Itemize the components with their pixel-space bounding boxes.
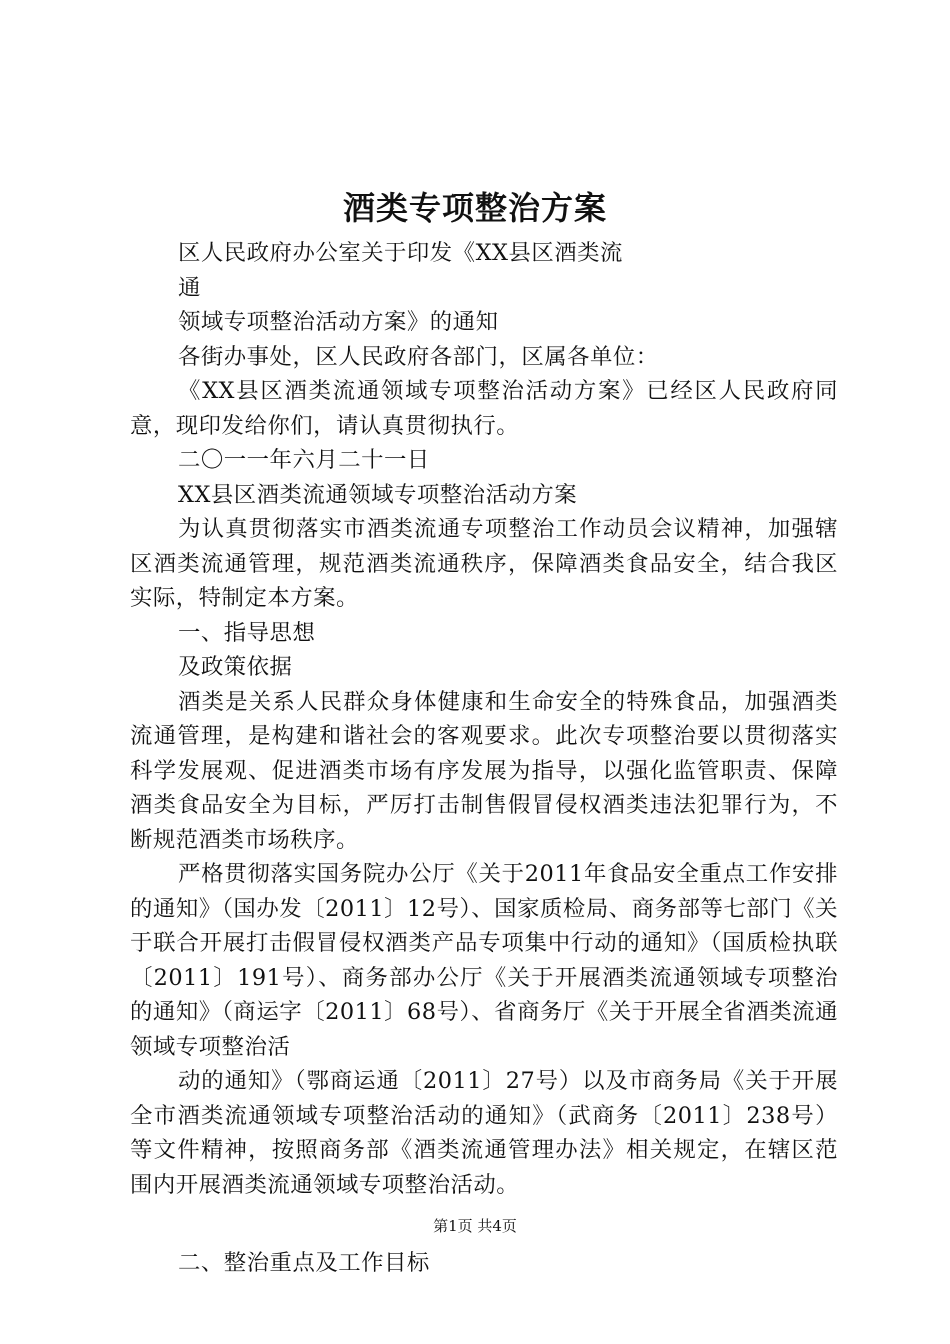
section-heading-policy-basis: 及政策依据	[178, 654, 293, 680]
document-title: 酒类专项整治方案	[342, 189, 607, 227]
paragraph-notice-body: 《XX县区酒类流通领域专项整治活动方案》已经区人民政府同意，现印发给你们，请认真贯彻执行。	[130, 378, 838, 439]
page-footer: 第1页 共4页	[433, 1217, 517, 1235]
paragraph-policy-basis: 严格贯彻落实国务院办公厅《关于2011年食品安全重点工作安排的通知》（国办发〔2011〕12号）、国家质检局、商务部等七部门《关于联合开展打击假冒侵权酒类产品专项集中行动的通知》（国质检执联〔2011〕191号）、商务部办公厅《关于开展酒类流通领域专项整治的通知》（商运字〔2011〕68号）、省商务厅《关于开展全省酒类流通领域专项整治活	[130, 861, 838, 1060]
section-heading-guiding-thought: 一、指导思想	[178, 619, 316, 646]
paragraph-date: 二〇一一年六月二十一日	[178, 447, 430, 473]
paragraph-policy-basis-continued: 动的通知》（鄂商运通〔2011〕27号）以及市商务局《关于开展全市酒类流通领域专项整治活动的通知》（武商务〔2011〕238号）等文件精神，按照商务部《酒类流通管理办法》相关规定，在辖区范围内开展酒类流通领域专项整治活动。	[130, 1068, 838, 1198]
paragraph-plan-title: XX县区酒类流通领域专项整治活动方案	[178, 481, 578, 508]
paragraph-intro: 为认真贯彻落实市酒类流通专项整治工作动员会议精神，加强辖区酒类流通管理，规范酒类流通秩序，保障酒类食品安全，结合我区实际，特制定本方案。	[130, 516, 838, 611]
section-heading-key-targets: 二、整治重点及工作目标	[178, 1250, 430, 1276]
paragraph-notice-title-line2: 通	[178, 274, 201, 301]
paragraph-addressee: 各街办事处，区人民政府各部门，区属各单位：	[178, 343, 659, 370]
paragraph-notice-title-line3: 领域专项整治活动方案》的通知	[178, 309, 499, 335]
paragraph-guiding-thought: 酒类是关系人民群众身体健康和生命安全的特殊食品，加强酒类流通管理，是构建和谐社会的客观要求。此次专项整治要以贯彻落实科学发展观、促进酒类市场有序发展为指导，以强化监管职责、保障酒类食品安全为目标，严厉打击制售假冒侵权酒类违法犯罪行为，不断规范酒类市场秩序。	[130, 688, 838, 853]
paragraph-notice-title-line1: 区人民政府办公室关于印发《XX县区酒类流	[178, 240, 623, 266]
document-body	[130, 236, 838, 1281]
